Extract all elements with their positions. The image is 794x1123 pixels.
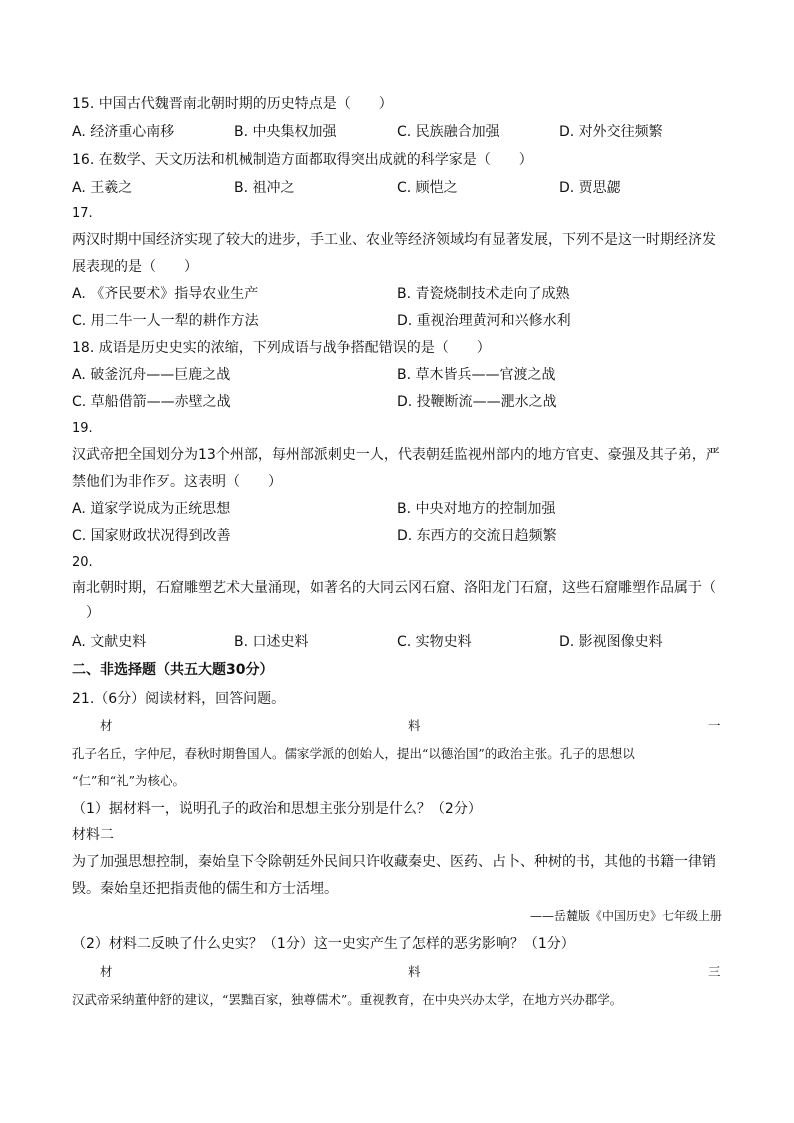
material2-source: ——岳麓版《中国历史》七年级上册 <box>529 909 722 923</box>
q15-option-a[interactable]: A. 经济重心南移 <box>72 124 175 140</box>
material3-text-line1: 汉武帝采纳董仲舒的建议，“罢黜百家，独尊儒术”。重视教育，在中央兴办太学，在地方兴办郡学。 <box>72 992 623 1007</box>
material2-text-line1: 为了加强思想控制，秦始皇下令除朝廷外民间只许收藏秦史、医药、占卜、种树的书，其他的书籍一律销 <box>72 854 716 870</box>
material1-text-line1: 孔子名丘，字仲尼，春秋时期鲁国人。儒家学派的创始人，提出“以德治国”的政治主张。孔子的思想以 <box>72 746 635 761</box>
q21-subquestion-1: （1）据材料一，说明孔子的政治和思想主张分别是什么？（2分） <box>72 801 482 817</box>
q20-option-d[interactable]: D. 影视图像史料 <box>559 634 663 650</box>
q19-stem-line2: 禁他们为非作歹。这表明（ ） <box>72 474 282 490</box>
q20-option-b[interactable]: B. 口述史料 <box>234 634 309 650</box>
q17-option-b[interactable]: B. 青瓷烧制技术走向了成熟 <box>397 286 570 302</box>
q20-stem-line1: 南北朝时期，石窟雕塑艺术大量涌现，如著名的大同云冈石窟、洛阳龙门石窟，这些石窟雕塑作品属于（ <box>72 580 716 596</box>
material3-heading-char2: 料 <box>408 964 421 979</box>
q15-option-d[interactable]: D. 对外交往频繁 <box>559 124 663 140</box>
q16-stem: 16. 在数学、天文历法和机械制造方面都取得突出成就的科学家是（ ） <box>72 152 533 168</box>
q19-option-d[interactable]: D. 东西方的交流日趋频繁 <box>397 528 557 544</box>
material1-heading-char1: 材 <box>100 718 113 733</box>
q15-stem: 15. 中国古代魏晋南北朝时期的历史特点是（ ） <box>72 96 393 112</box>
q19-number: 19. <box>72 421 93 436</box>
q19-option-c[interactable]: C. 国家财政状况得到改善 <box>72 528 231 544</box>
material2-text-line2: 毁。秦始皇还把指责他的儒生和方士活埋。 <box>72 881 338 897</box>
material1-heading-char3: 一 <box>708 718 721 733</box>
q21-subquestion-2: （2）材料二反映了什么史实？（1分）这一史实产生了怎样的恶劣影响？（1分） <box>72 936 575 952</box>
q20-stem-line2: ） <box>72 605 100 621</box>
q17-option-c[interactable]: C. 用二牛一人一犁的耕作方法 <box>72 313 259 329</box>
q18-option-b[interactable]: B. 草木皆兵——官渡之战 <box>397 367 556 383</box>
q17-number: 17. <box>72 206 93 221</box>
material1-heading-char2: 料 <box>408 718 421 733</box>
q20-number: 20. <box>72 555 93 570</box>
q16-option-d[interactable]: D. 贾思勰 <box>559 180 621 196</box>
q18-option-a[interactable]: A. 破釜沉舟——巨鹿之战 <box>72 367 231 383</box>
q17-option-d[interactable]: D. 重视治理黄河和兴修水利 <box>397 313 571 329</box>
q15-option-c[interactable]: C. 民族融合加强 <box>397 124 500 140</box>
q20-option-a[interactable]: A. 文献史料 <box>72 634 147 650</box>
q18-option-c[interactable]: C. 草船借箭——赤壁之战 <box>72 394 231 410</box>
q15-option-b[interactable]: B. 中央集权加强 <box>234 124 337 140</box>
q18-option-d[interactable]: D. 投鞭断流——淝水之战 <box>397 394 557 410</box>
material3-heading-char3: 三 <box>708 964 721 979</box>
q21-stem: 21.（6分）阅读材料，回答问题。 <box>72 691 286 707</box>
material3-heading-char1: 材 <box>100 964 113 979</box>
q17-stem-line2: 展表现的是（ ） <box>72 259 198 275</box>
q16-option-c[interactable]: C. 顾恺之 <box>397 180 458 196</box>
q20-option-c[interactable]: C. 实物史料 <box>397 634 472 650</box>
q17-stem-line1: 两汉时期中国经济实现了较大的进步，手工业、农业等经济领域均有显著发展，下列不是这一时期经济发 <box>72 232 716 248</box>
q16-option-a[interactable]: A. 王羲之 <box>72 180 133 196</box>
q19-stem-line1: 汉武帝把全国划分为13个州部，每州部派刺史一人，代表朝廷监视州部内的地方官吏、豪强及其子弟，严 <box>72 447 720 463</box>
q19-option-b[interactable]: B. 中央对地方的控制加强 <box>397 501 556 517</box>
q17-option-a[interactable]: A. 《齐民要术》指导农业生产 <box>72 286 259 302</box>
q19-option-a[interactable]: A. 道家学说成为正统思想 <box>72 501 231 517</box>
q18-stem: 18. 成语是历史史实的浓缩，下列成语与战争搭配错误的是（ ） <box>72 340 491 356</box>
material2-label: 材料二 <box>72 827 114 843</box>
material1-text-line2: “仁”和“礼”为核心。 <box>72 773 186 788</box>
q16-option-b[interactable]: B. 祖冲之 <box>234 180 295 196</box>
section2-title: 二、非选择题（共五大题30分） <box>72 662 274 678</box>
